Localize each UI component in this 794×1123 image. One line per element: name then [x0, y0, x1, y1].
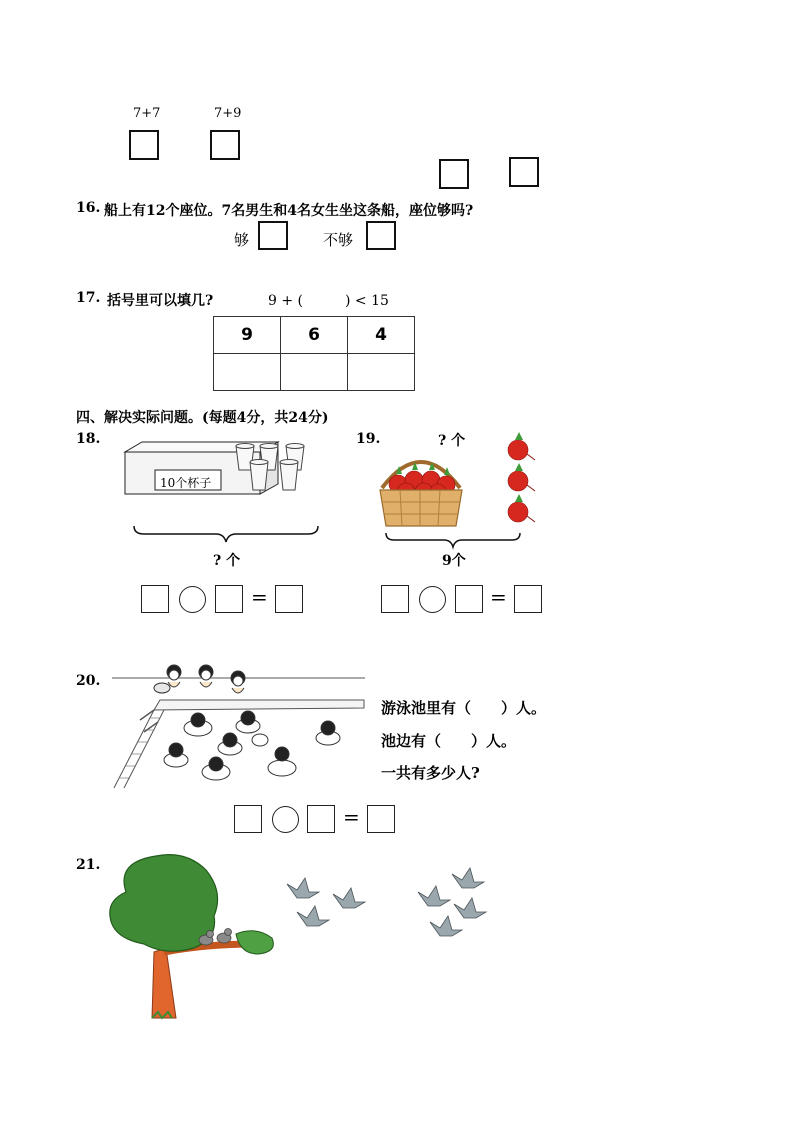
q18-brace-label: ? 个	[213, 553, 241, 569]
answer-box[interactable]	[234, 805, 262, 833]
answer-box[interactable]	[307, 805, 335, 833]
q20-line-2: 池边有（ ）人。	[381, 732, 517, 750]
answer-box[interactable]	[381, 585, 409, 613]
q16-text: 船上有12个座位。7名男生和4名女生坐这条船，座位够吗?	[104, 203, 474, 219]
birds-group-left-icon	[283, 872, 373, 936]
q17-expression: 9 + ( ) < 15	[268, 293, 389, 309]
cups-icon	[234, 442, 314, 494]
cup-box-label: 10个杯子	[160, 476, 212, 490]
swimming-pool-illustration	[110, 660, 368, 790]
q16-option-not-enough: 不够	[323, 231, 354, 249]
q20-line-1: 游泳池里有（ ）人。	[381, 699, 547, 717]
choice-cell: 9	[214, 317, 281, 354]
answer-cell[interactable]	[214, 354, 281, 391]
q19-brace-label: 9个	[442, 553, 466, 569]
choice-cell: 4	[348, 317, 415, 354]
q20-number: 20.	[76, 673, 101, 689]
answer-box[interactable]	[509, 157, 539, 187]
not-enough-checkbox[interactable]	[366, 221, 396, 250]
answer-box[interactable]	[141, 585, 169, 613]
q17-choice-table	[213, 316, 415, 391]
answer-cell[interactable]	[281, 354, 348, 391]
choice-cell: 6	[281, 317, 348, 354]
q21-number: 21.	[76, 857, 101, 873]
answer-box[interactable]	[215, 585, 243, 613]
answer-box[interactable]	[275, 585, 303, 613]
equals-sign: =	[251, 585, 268, 609]
q18-number: 18.	[76, 431, 101, 447]
q17-text: 括号里可以填几?	[107, 293, 214, 309]
answer-box[interactable]	[210, 130, 240, 160]
operator-circle[interactable]	[179, 586, 206, 613]
answer-box[interactable]	[514, 585, 542, 613]
equals-sign: =	[343, 805, 360, 829]
q16-number: 16.	[76, 200, 101, 216]
operator-circle[interactable]	[272, 806, 299, 833]
q19-number: 19.	[356, 431, 381, 447]
brace-icon	[384, 531, 522, 551]
top-expr-1: 7+7	[133, 106, 161, 121]
q19-top-label: ? 个	[438, 433, 466, 449]
equals-sign: =	[490, 585, 507, 609]
birds-group-right-icon	[414, 866, 500, 946]
answer-box[interactable]	[439, 159, 469, 189]
operator-circle[interactable]	[419, 586, 446, 613]
brace-icon	[132, 524, 320, 546]
basket-of-radishes-icon	[376, 450, 466, 530]
answer-box[interactable]	[367, 805, 395, 833]
q20-line-3: 一共有多少人?	[381, 764, 480, 782]
answer-box[interactable]	[129, 130, 159, 160]
q17-number: 17.	[76, 290, 101, 306]
section-heading: 四、解决实际问题。(每题4分，共24分)	[76, 410, 329, 426]
radishes-icon	[505, 432, 537, 528]
answer-box[interactable]	[455, 585, 483, 613]
answer-cell[interactable]	[348, 354, 415, 391]
enough-checkbox[interactable]	[258, 221, 288, 250]
tree-with-birds-illustration	[106, 852, 286, 1024]
q16-option-enough: 够	[234, 231, 250, 249]
top-expr-2: 7+9	[214, 106, 242, 121]
